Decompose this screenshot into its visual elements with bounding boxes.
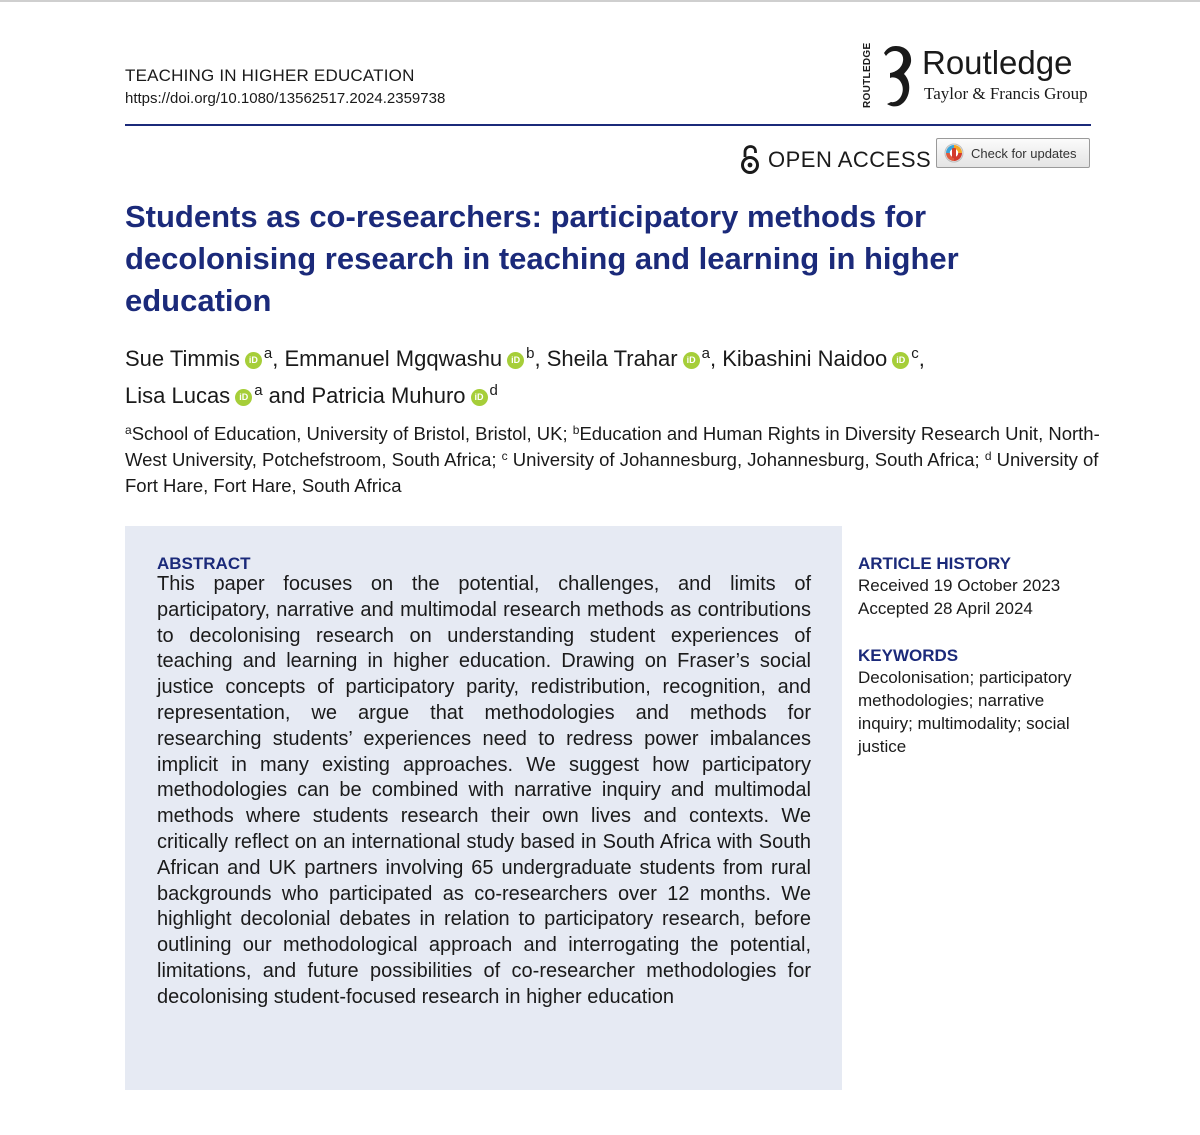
affiliation-key: d bbox=[984, 449, 992, 463]
affiliation-text: University of Fort Hare, Fort Hare, South Africa bbox=[125, 449, 1099, 496]
author-separator: , bbox=[534, 346, 547, 371]
author-entry bbox=[125, 383, 263, 408]
accepted-date: Accepted 28 April 2024 bbox=[858, 599, 1033, 618]
crossmark-icon bbox=[944, 143, 964, 163]
open-access-label: OPEN ACCESS bbox=[768, 147, 932, 172]
abstract-box bbox=[125, 526, 842, 1090]
author-entry bbox=[285, 346, 535, 371]
affiliation-marker[interactable]: a bbox=[701, 345, 710, 362]
affiliation-text: University of Johannesburg, Johannesburg, South Africa; bbox=[507, 449, 985, 470]
top-rule bbox=[0, 0, 1200, 2]
open-access-lock-icon bbox=[740, 145, 760, 175]
author-entry bbox=[125, 346, 272, 371]
check-for-updates-label: Check for updates bbox=[971, 145, 1077, 161]
affiliation-text: School of Education, University of Bristol, Bristol, UK; bbox=[131, 423, 573, 444]
affiliation-marker[interactable]: a bbox=[263, 345, 273, 362]
header-divider bbox=[125, 124, 1091, 126]
orcid-icon[interactable]: iD bbox=[471, 389, 488, 406]
author-list bbox=[125, 338, 1095, 412]
abstract-heading: ABSTRACT bbox=[157, 554, 251, 573]
author-name: Kibashini Naidoo bbox=[722, 346, 888, 371]
keywords-heading: KEYWORDS bbox=[858, 646, 959, 665]
author-entry bbox=[311, 383, 497, 408]
keywords bbox=[858, 646, 1098, 758]
affiliation-marker[interactable]: a bbox=[254, 382, 263, 399]
keywords-text: Decolonisation; participatory methodologies; narrative inquiry; multimodality; social justice bbox=[858, 668, 1072, 756]
affiliation-key: a bbox=[125, 423, 132, 437]
author-name: Emmanuel Mgqwashu bbox=[284, 346, 503, 371]
affiliation-marker[interactable]: d bbox=[489, 382, 498, 399]
affiliation-key: b bbox=[572, 423, 580, 437]
affiliation-text: Education and Human Rights in Diversity Research Unit, North-West University, Potchefstroom, South Africa; bbox=[125, 423, 1100, 470]
open-access-badge bbox=[740, 144, 931, 176]
orcid-icon[interactable]: iD bbox=[683, 352, 700, 369]
abstract-text: This paper focuses on the potential, challenges, and limits of participatory, narrative and multimodal research methods as contributions to decolonising research on understanding student experiences of teaching and learning in higher education. Drawing on Fraser’s social justice concepts of participatory parity, redistribution, recognition, and representation, we argue that methodologies and methods for researching students’ experiences need to redress power imbalances implicit in many existing approaches. We suggest how participatory methodologies can be combined with narrative inquiry and multimodal methods where students research their own lives and contexts. We critically reflect on an international study based in South Africa with South African and UK partners involving 65 undergraduate students from rural backgrounds who participated as co-researchers over 12 months. We highlight decolonial debates in relation to participatory research, before outlining our methodological approach and interrogating the potential, limitations, and future possibilities of co-researcher methodologies for decolonising student-focused research in higher education bbox=[157, 573, 811, 1008]
doi-link[interactable]: https://doi.org/10.1080/13562517.2024.2359738 bbox=[125, 90, 446, 107]
author-separator: and bbox=[262, 383, 312, 408]
check-for-updates-button[interactable] bbox=[936, 138, 1090, 168]
orcid-icon[interactable]: iD bbox=[245, 352, 262, 369]
orcid-icon[interactable]: iD bbox=[235, 389, 252, 406]
orcid-icon[interactable]: iD bbox=[892, 352, 909, 369]
author-name: Sue Timmis bbox=[125, 346, 240, 371]
received-date: Received 19 October 2023 bbox=[858, 576, 1061, 595]
article-history bbox=[858, 554, 1098, 620]
article-title: Students as co-researchers: participatory methods for decolonising research in teaching and learning in higher education bbox=[125, 199, 959, 318]
affiliation-marker[interactable]: c bbox=[911, 345, 919, 362]
article-history-heading: ARTICLE HISTORY bbox=[858, 554, 1012, 573]
affiliation-key: c bbox=[501, 449, 508, 463]
orcid-icon[interactable]: iD bbox=[507, 352, 524, 369]
affiliations bbox=[125, 421, 1100, 499]
publisher-name: Routledge bbox=[922, 44, 1073, 81]
publisher-vertical-label: ROUTLEDGE bbox=[862, 42, 873, 108]
author-entry bbox=[722, 346, 919, 371]
publisher-group: Taylor & Francis Group bbox=[924, 84, 1088, 103]
author-name: Sheila Trahar bbox=[546, 346, 678, 371]
author-entry bbox=[547, 346, 710, 371]
author-separator: , bbox=[709, 346, 723, 371]
routledge-head-icon bbox=[882, 44, 914, 108]
publisher-logo bbox=[862, 42, 1097, 112]
journal-name: TEACHING IN HIGHER EDUCATION bbox=[125, 66, 415, 85]
author-separator: , bbox=[918, 346, 925, 371]
author-name: Patricia Muhuro bbox=[311, 383, 466, 408]
author-name: Lisa Lucas bbox=[125, 383, 231, 408]
author-separator: , bbox=[272, 346, 285, 371]
affiliation-marker[interactable]: b bbox=[526, 345, 535, 362]
